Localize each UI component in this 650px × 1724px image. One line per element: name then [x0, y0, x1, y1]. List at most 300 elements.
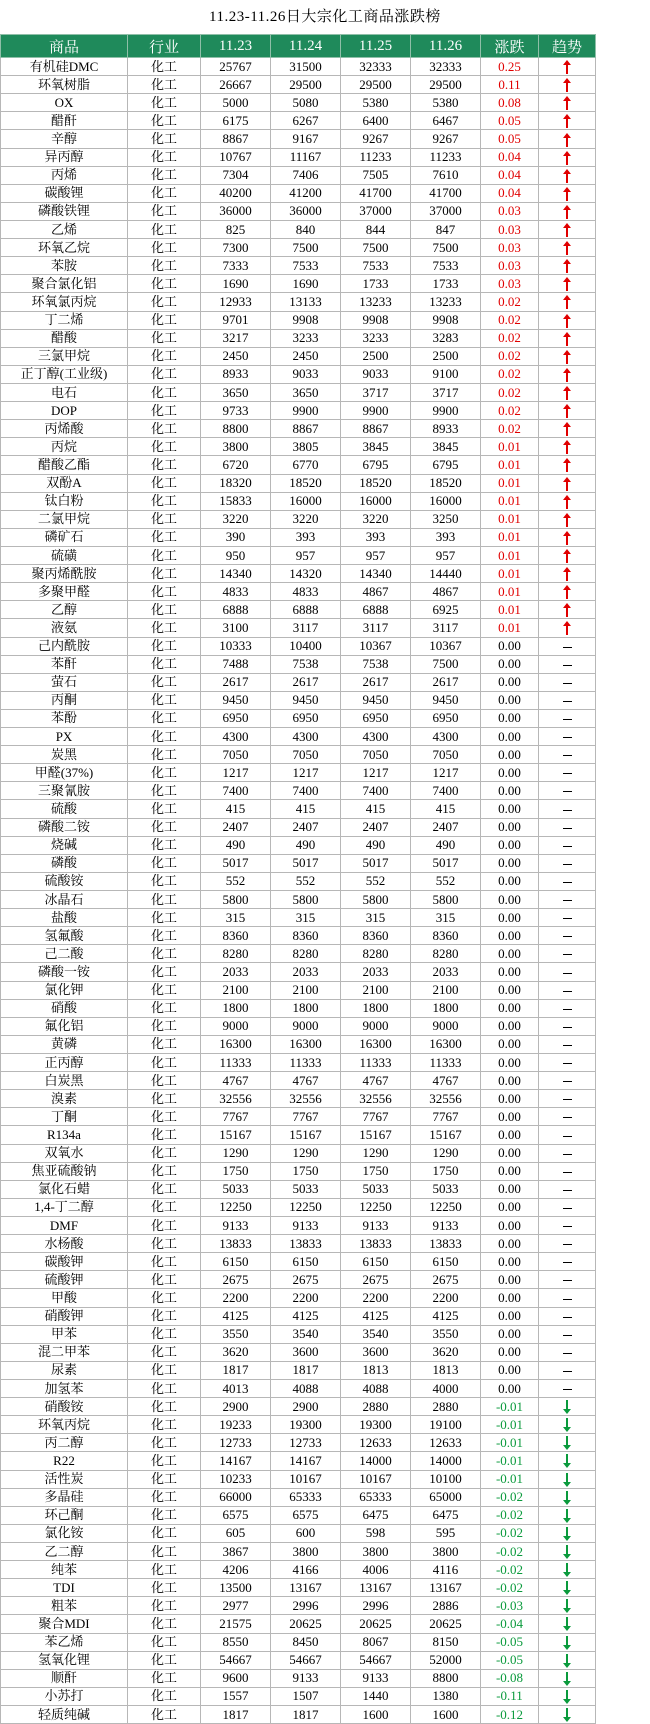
product-name: 电石: [1, 383, 128, 401]
product-name: 硝酸: [1, 999, 128, 1017]
product-name: 溴素: [1, 1090, 128, 1108]
price-3: 6400: [341, 112, 411, 130]
change-value: 0.00: [481, 1343, 539, 1361]
change-value: 0.04: [481, 148, 539, 166]
price-4: 6925: [411, 601, 481, 619]
change-value: 0.00: [481, 782, 539, 800]
price-4: 16300: [411, 1035, 481, 1053]
product-name: 聚丙烯酰胺: [1, 565, 128, 583]
trend-cell: [539, 257, 596, 275]
table-row: [1, 782, 596, 800]
price-3: 16300: [341, 1035, 411, 1053]
arrow-up-icon: [563, 241, 572, 255]
change-value: 0.02: [481, 402, 539, 420]
price-2: 7500: [271, 239, 341, 257]
table-title: 11.23-11.26日大宗化工商品涨跌榜: [209, 9, 441, 25]
change-value: 0.00: [481, 981, 539, 999]
change-value: -0.01: [481, 1398, 539, 1416]
price-3: 6475: [341, 1506, 411, 1524]
price-4: 8800: [411, 1669, 481, 1687]
price-3: 7500: [341, 239, 411, 257]
price-4: 32556: [411, 1090, 481, 1108]
price-1: 315: [201, 909, 271, 927]
price-2: 7538: [271, 655, 341, 673]
product-name: 硝酸铵: [1, 1398, 128, 1416]
price-2: 600: [271, 1524, 341, 1542]
table-row: [1, 655, 596, 673]
price-2: 13133: [271, 293, 341, 311]
price-1: 25767: [201, 58, 271, 76]
trend-cell: [539, 1325, 596, 1343]
trend-cell: [539, 474, 596, 492]
price-2: 11167: [271, 148, 341, 166]
dash-icon: [563, 683, 572, 684]
price-2: 65333: [271, 1488, 341, 1506]
price-1: 10767: [201, 148, 271, 166]
price-4: 6467: [411, 112, 481, 130]
price-1: 8360: [201, 927, 271, 945]
table-row: [1, 311, 596, 329]
industry: 化工: [128, 456, 201, 474]
table-row: [1, 76, 596, 94]
table-row: [1, 1035, 596, 1053]
price-4: 2886: [411, 1597, 481, 1615]
industry: 化工: [128, 583, 201, 601]
price-3: 2407: [341, 818, 411, 836]
price-1: 26667: [201, 76, 271, 94]
price-1: 825: [201, 220, 271, 238]
price-1: 5800: [201, 891, 271, 909]
price-2: 9167: [271, 130, 341, 148]
industry: 化工: [128, 58, 201, 76]
dash-icon: [563, 846, 572, 847]
industry: 化工: [128, 94, 201, 112]
price-4: 7400: [411, 782, 481, 800]
price-3: 9133: [341, 1669, 411, 1687]
price-4: 3250: [411, 510, 481, 528]
price-3: 1290: [341, 1144, 411, 1162]
price-2: 957: [271, 546, 341, 564]
price-2: 393: [271, 528, 341, 546]
trend-cell: [539, 1180, 596, 1198]
dash-icon: [563, 755, 572, 756]
arrow-up-icon: [563, 531, 572, 545]
table-row: [1, 1343, 596, 1361]
price-4: 12250: [411, 1198, 481, 1216]
price-2: 3117: [271, 619, 341, 637]
change-value: 0.03: [481, 220, 539, 238]
product-name: PX: [1, 728, 128, 746]
trend-cell: [539, 365, 596, 383]
trend-cell: [539, 1669, 596, 1687]
change-value: 0.00: [481, 800, 539, 818]
price-2: 1750: [271, 1162, 341, 1180]
price-3: 11233: [341, 148, 411, 166]
change-value: 0.00: [481, 1144, 539, 1162]
price-2: 2033: [271, 963, 341, 981]
table-row: [1, 257, 596, 275]
change-value: 0.01: [481, 528, 539, 546]
trend-cell: [539, 1705, 596, 1723]
industry: 化工: [128, 655, 201, 673]
change-value: 0.01: [481, 438, 539, 456]
price-1: 3550: [201, 1325, 271, 1343]
change-value: 0.02: [481, 383, 539, 401]
industry: 化工: [128, 184, 201, 202]
price-4: 2500: [411, 347, 481, 365]
price-3: 1733: [341, 275, 411, 293]
change-value: 0.01: [481, 583, 539, 601]
table-row: [1, 1633, 596, 1651]
arrow-up-icon: [563, 386, 572, 400]
price-4: 2200: [411, 1289, 481, 1307]
price-4: 37000: [411, 202, 481, 220]
price-1: 8550: [201, 1633, 271, 1651]
product-name: 己内酰胺: [1, 637, 128, 655]
table-row: [1, 112, 596, 130]
table-row: [1, 130, 596, 148]
price-2: 2675: [271, 1271, 341, 1289]
price-2: 7406: [271, 166, 341, 184]
price-2: 3233: [271, 329, 341, 347]
arrow-up-icon: [563, 603, 572, 617]
product-name: 己二酸: [1, 945, 128, 963]
price-1: 6720: [201, 456, 271, 474]
table-row: [1, 1705, 596, 1723]
price-1: 54667: [201, 1651, 271, 1669]
table-row: [1, 365, 596, 383]
price-1: 4206: [201, 1561, 271, 1579]
price-3: 315: [341, 909, 411, 927]
trend-cell: [539, 293, 596, 311]
change-value: 0.02: [481, 365, 539, 383]
arrow-up-icon: [563, 314, 572, 328]
arrow-down-icon: [563, 1581, 572, 1595]
price-3: 3540: [341, 1325, 411, 1343]
industry: 化工: [128, 945, 201, 963]
trend-cell: [539, 94, 596, 112]
price-4: 13233: [411, 293, 481, 311]
price-1: 8280: [201, 945, 271, 963]
arrow-up-icon: [563, 549, 572, 563]
price-3: 4767: [341, 1072, 411, 1090]
price-3: 7767: [341, 1108, 411, 1126]
price-3: 9133: [341, 1217, 411, 1235]
table-row: [1, 546, 596, 564]
table-row: [1, 800, 596, 818]
price-1: 1817: [201, 1361, 271, 1379]
industry: 化工: [128, 528, 201, 546]
price-3: 8280: [341, 945, 411, 963]
trend-cell: [539, 637, 596, 655]
product-name: 醋酸: [1, 329, 128, 347]
price-1: 9701: [201, 311, 271, 329]
trend-cell: [539, 746, 596, 764]
price-2: 12250: [271, 1198, 341, 1216]
trend-cell: [539, 1198, 596, 1216]
price-1: 7050: [201, 746, 271, 764]
arrow-up-icon: [563, 96, 572, 110]
price-4: 9133: [411, 1217, 481, 1235]
trend-cell: [539, 1271, 596, 1289]
price-3: 9033: [341, 365, 411, 383]
trend-cell: [539, 728, 596, 746]
price-3: 6888: [341, 601, 411, 619]
product-name: 轻质纯碱: [1, 1705, 128, 1723]
table-row: [1, 456, 596, 474]
arrow-down-icon: [563, 1654, 572, 1668]
table-row: [1, 1289, 596, 1307]
dash-icon: [563, 647, 572, 648]
product-name: 硫酸钾: [1, 1271, 128, 1289]
price-4: 9450: [411, 691, 481, 709]
dash-icon: [563, 1027, 572, 1028]
trend-cell: [539, 402, 596, 420]
price-3: 2617: [341, 673, 411, 691]
price-4: 11233: [411, 148, 481, 166]
price-1: 19233: [201, 1416, 271, 1434]
change-value: 0.00: [481, 673, 539, 691]
trend-cell: [539, 1126, 596, 1144]
product-name: 丙酮: [1, 691, 128, 709]
arrow-down-icon: [563, 1545, 572, 1559]
industry: 化工: [128, 565, 201, 583]
dash-icon: [563, 1244, 572, 1245]
dash-icon: [563, 1262, 572, 1263]
change-value: 0.00: [481, 872, 539, 890]
price-4: 957: [411, 546, 481, 564]
product-name: 聚合MDI: [1, 1615, 128, 1633]
price-2: 6950: [271, 709, 341, 727]
price-2: 5080: [271, 94, 341, 112]
price-1: 12733: [201, 1434, 271, 1452]
price-1: 6150: [201, 1253, 271, 1271]
price-1: 7333: [201, 257, 271, 275]
arrow-up-icon: [563, 368, 572, 382]
arrow-down-icon: [563, 1436, 572, 1450]
price-3: 5380: [341, 94, 411, 112]
change-value: 0.01: [481, 510, 539, 528]
trend-cell: [539, 383, 596, 401]
trend-cell: [539, 1524, 596, 1542]
header-trend: 趋势: [539, 35, 596, 58]
price-4: 6795: [411, 456, 481, 474]
price-2: 10400: [271, 637, 341, 655]
price-4: 7533: [411, 257, 481, 275]
table-row: [1, 1561, 596, 1579]
industry: 化工: [128, 1579, 201, 1597]
table-row: [1, 383, 596, 401]
price-2: 16300: [271, 1035, 341, 1053]
price-2: 14167: [271, 1452, 341, 1470]
price-3: 6950: [341, 709, 411, 727]
change-value: -0.05: [481, 1633, 539, 1651]
price-3: 3220: [341, 510, 411, 528]
product-name: 萤石: [1, 673, 128, 691]
price-1: 2200: [201, 1289, 271, 1307]
price-1: 36000: [201, 202, 271, 220]
product-name: DMF: [1, 1217, 128, 1235]
price-3: 3233: [341, 329, 411, 347]
price-4: 1813: [411, 1361, 481, 1379]
trend-cell: [539, 981, 596, 999]
price-3: 16000: [341, 492, 411, 510]
price-4: 8280: [411, 945, 481, 963]
arrow-down-icon: [563, 1672, 572, 1686]
dash-icon: [563, 1317, 572, 1318]
product-name: 硫磺: [1, 546, 128, 564]
price-2: 8450: [271, 1633, 341, 1651]
table-row: [1, 1470, 596, 1488]
change-value: 0.02: [481, 311, 539, 329]
price-2: 2996: [271, 1597, 341, 1615]
industry: 化工: [128, 112, 201, 130]
industry: 化工: [128, 1561, 201, 1579]
industry: 化工: [128, 1434, 201, 1452]
industry: 化工: [128, 1343, 201, 1361]
industry: 化工: [128, 800, 201, 818]
industry: 化工: [128, 275, 201, 293]
table-row: [1, 402, 596, 420]
product-name: 纯苯: [1, 1561, 128, 1579]
industry: 化工: [128, 1090, 201, 1108]
price-3: 2033: [341, 963, 411, 981]
price-2: 2200: [271, 1289, 341, 1307]
price-4: 7767: [411, 1108, 481, 1126]
trend-cell: [539, 1506, 596, 1524]
header-product: 商品: [1, 35, 128, 58]
change-value: 0.00: [481, 1035, 539, 1053]
price-3: 11333: [341, 1054, 411, 1072]
trend-cell: [539, 1054, 596, 1072]
price-2: 3600: [271, 1343, 341, 1361]
price-4: 9267: [411, 130, 481, 148]
price-1: 415: [201, 800, 271, 818]
dash-icon: [563, 1335, 572, 1336]
price-3: 7533: [341, 257, 411, 275]
table-row: [1, 239, 596, 257]
change-value: 0.00: [481, 1162, 539, 1180]
price-2: 1290: [271, 1144, 341, 1162]
arrow-up-icon: [563, 332, 572, 346]
change-value: 0.00: [481, 637, 539, 655]
price-3: 65333: [341, 1488, 411, 1506]
industry: 化工: [128, 854, 201, 872]
change-value: -0.02: [481, 1506, 539, 1524]
table-row: [1, 1615, 596, 1633]
price-3: 18520: [341, 474, 411, 492]
price-3: 29500: [341, 76, 411, 94]
table-body: [1, 58, 596, 1724]
table-row: [1, 1180, 596, 1198]
product-name: OX: [1, 94, 128, 112]
product-name: R134a: [1, 1126, 128, 1144]
price-4: 1800: [411, 999, 481, 1017]
table-row: [1, 1597, 596, 1615]
price-3: 6150: [341, 1253, 411, 1271]
industry: 化工: [128, 1597, 201, 1615]
dash-icon: [563, 1389, 572, 1390]
change-value: 0.00: [481, 1271, 539, 1289]
table-row: [1, 1434, 596, 1452]
price-4: 3845: [411, 438, 481, 456]
price-1: 16300: [201, 1035, 271, 1053]
dash-icon: [563, 665, 572, 666]
price-3: 37000: [341, 202, 411, 220]
price-2: 6575: [271, 1506, 341, 1524]
product-name: 乙烯: [1, 220, 128, 238]
price-1: 3800: [201, 438, 271, 456]
price-4: 490: [411, 836, 481, 854]
price-3: 13167: [341, 1579, 411, 1597]
change-value: 0.00: [481, 691, 539, 709]
industry: 化工: [128, 1325, 201, 1343]
industry: 化工: [128, 1379, 201, 1397]
table-row: [1, 1217, 596, 1235]
price-4: 5033: [411, 1180, 481, 1198]
price-3: 6795: [341, 456, 411, 474]
industry: 化工: [128, 420, 201, 438]
price-4: 9100: [411, 365, 481, 383]
trend-cell: [539, 1379, 596, 1397]
table-row: [1, 1542, 596, 1560]
trend-cell: [539, 1289, 596, 1307]
trend-cell: [539, 1687, 596, 1705]
product-name: 甲酸: [1, 1289, 128, 1307]
table-row: [1, 909, 596, 927]
trend-cell: [539, 1633, 596, 1651]
trend-cell: [539, 764, 596, 782]
industry: 化工: [128, 1452, 201, 1470]
table-row: [1, 1090, 596, 1108]
industry: 化工: [128, 202, 201, 220]
arrow-up-icon: [563, 567, 572, 581]
product-name: 多晶硅: [1, 1488, 128, 1506]
table-row: [1, 420, 596, 438]
product-name: 1,4-丁二醇: [1, 1198, 128, 1216]
price-4: 1380: [411, 1687, 481, 1705]
product-name: 丁酮: [1, 1108, 128, 1126]
change-value: 0.00: [481, 927, 539, 945]
dash-icon: [563, 1081, 572, 1082]
change-value: 0.02: [481, 347, 539, 365]
trend-cell: [539, 673, 596, 691]
price-4: 1217: [411, 764, 481, 782]
header-row: [1, 35, 596, 58]
price-4: 13833: [411, 1235, 481, 1253]
price-2: 3805: [271, 438, 341, 456]
trend-cell: [539, 420, 596, 438]
price-2: 6770: [271, 456, 341, 474]
price-4: 3550: [411, 1325, 481, 1343]
table-row: [1, 891, 596, 909]
change-value: 0.00: [481, 909, 539, 927]
trend-cell: [539, 184, 596, 202]
product-name: 烧碱: [1, 836, 128, 854]
change-value: -0.02: [481, 1488, 539, 1506]
change-value: 0.02: [481, 420, 539, 438]
product-name: 丙二醇: [1, 1434, 128, 1452]
industry: 化工: [128, 1361, 201, 1379]
price-1: 1800: [201, 999, 271, 1017]
product-name: 环氧氯丙烷: [1, 293, 128, 311]
price-2: 8867: [271, 420, 341, 438]
industry: 化工: [128, 1253, 201, 1271]
price-3: 41700: [341, 184, 411, 202]
price-2: 1817: [271, 1705, 341, 1723]
price-3: 1813: [341, 1361, 411, 1379]
header-date-1: 11.23: [201, 35, 271, 58]
